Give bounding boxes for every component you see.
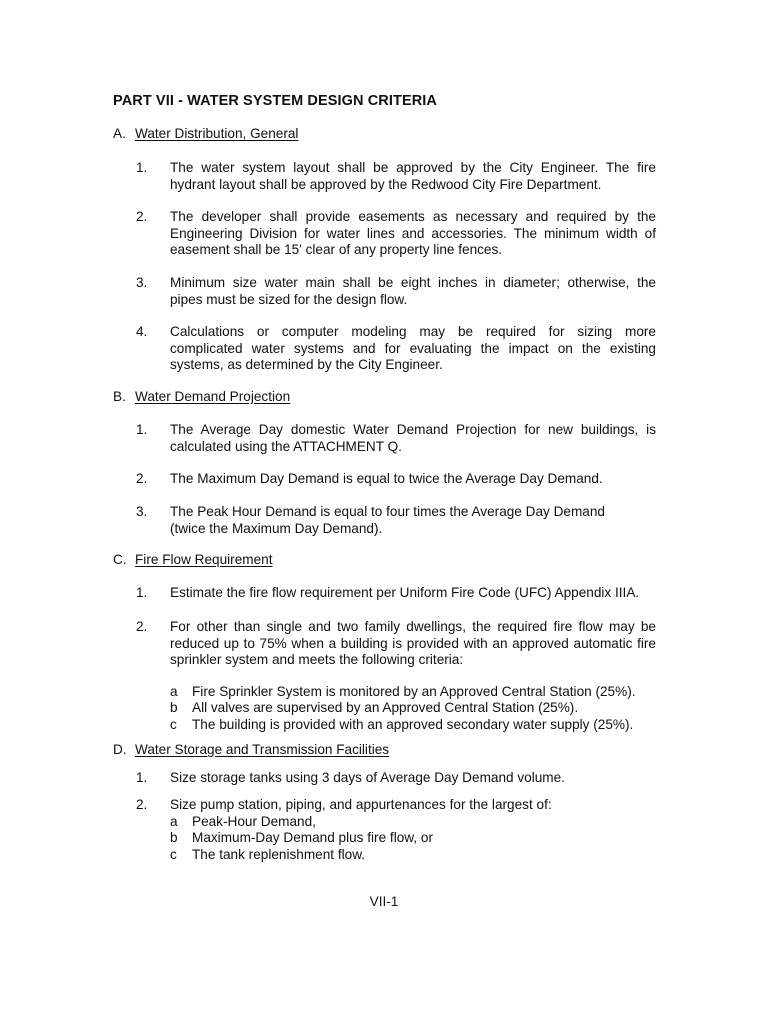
page-title: PART VII - WATER SYSTEM DESIGN CRITERIA <box>113 93 437 109</box>
section-title: Fire Flow Requirement <box>135 552 273 567</box>
list-item <box>136 209 656 259</box>
list-item <box>136 324 656 374</box>
text-line: Size storage tanks using 3 days of Average Day Demand volume. <box>170 770 565 785</box>
item-text <box>170 422 656 455</box>
item-text <box>170 504 656 537</box>
list-item <box>136 504 656 537</box>
item-number: 3. <box>136 504 148 519</box>
page-number: VII-1 <box>369 894 399 909</box>
sub-item-letter: b <box>170 830 178 845</box>
list-item <box>136 422 656 455</box>
item-text <box>170 585 656 602</box>
list-item <box>136 585 656 602</box>
text-line: The Peak Hour Demand is equal to four times the Average Day Demand <box>170 504 605 519</box>
text-line: The water system layout shall be approved by the City Engineer. The fire <box>170 160 656 175</box>
section-letter: C. <box>113 552 127 567</box>
text-line: Calculations or computer modeling may be required for sizing more <box>170 324 656 339</box>
list-item <box>136 797 656 814</box>
item-text <box>170 797 656 814</box>
text-line: complicated water systems and for evaluating the impact on the existing <box>170 340 656 356</box>
sub-list-item <box>170 847 365 864</box>
item-text <box>170 324 656 374</box>
text-line: calculated using the ATTACHMENT Q. <box>170 438 402 454</box>
sub-item-letter: a <box>170 684 178 699</box>
sub-item-text: The building is provided with an approved secondary water supply (25%). <box>192 717 634 732</box>
sub-item-text: The tank replenishment flow. <box>192 847 366 862</box>
item-number: 4. <box>136 324 148 339</box>
text-line: The Maximum Day Demand is equal to twice the Average Day Demand. <box>170 471 603 486</box>
sub-item-text: Fire Sprinkler System is monitored by an Approved Central Station (25%). <box>192 684 636 699</box>
item-number: 2. <box>136 209 148 224</box>
sub-item-letter: a <box>170 814 178 829</box>
item-number: 3. <box>136 275 148 290</box>
section-b-heading <box>113 389 290 406</box>
sub-list-item <box>170 684 636 701</box>
text-line: Estimate the fire flow requirement per Uniform Fire Code (UFC) Appendix IIIA. <box>170 585 640 600</box>
sub-item-letter: c <box>170 717 177 732</box>
text-line: Size pump station, piping, and appurtenances for the largest of: <box>170 797 552 812</box>
list-item <box>136 275 656 308</box>
section-a-heading <box>113 126 298 143</box>
list-item <box>136 619 656 669</box>
list-item <box>136 471 656 488</box>
section-title: Water Distribution, General <box>135 126 299 141</box>
item-number: 1. <box>136 770 148 785</box>
sub-item-letter: c <box>170 847 177 862</box>
sub-list-item <box>170 717 633 734</box>
text-line: Minimum size water main shall be eight inches in diameter; otherwise, the <box>170 275 656 290</box>
item-text <box>170 619 656 669</box>
text-line: systems, as determined by the City Engineer. <box>170 357 443 372</box>
text-line: (twice the Maximum Day Demand). <box>170 520 383 536</box>
text-line: hydrant layout shall be approved by the Redwood City Fire Department. <box>170 176 602 192</box>
section-d-heading <box>113 742 389 759</box>
sub-item-letter: b <box>170 700 178 715</box>
item-text <box>170 471 656 488</box>
text-line: pipes must be sized for the design flow. <box>170 291 408 307</box>
text-line: easement shall be 15' clear of any property line fences. <box>170 242 503 257</box>
sub-list-item <box>170 830 433 847</box>
text-line: Engineering Division for water lines and accessories. The minimum width of <box>170 225 656 241</box>
sub-item-text: Peak-Hour Demand, <box>192 814 316 829</box>
list-item <box>136 770 656 787</box>
list-item <box>136 160 656 193</box>
item-text <box>170 275 656 308</box>
item-number: 2. <box>136 471 148 486</box>
item-number: 1. <box>136 160 148 175</box>
item-text <box>170 160 656 193</box>
item-number: 1. <box>136 585 148 600</box>
item-text <box>170 770 656 787</box>
section-title: Water Demand Projection <box>135 389 291 404</box>
section-title: Water Storage and Transmission Facilities <box>135 742 390 757</box>
item-number: 2. <box>136 797 148 812</box>
item-number: 2. <box>136 619 148 634</box>
text-line: The Average Day domestic Water Demand Projection for new buildings, is <box>170 422 656 437</box>
section-letter: D. <box>113 742 127 757</box>
section-letter: B. <box>113 389 126 404</box>
text-line: reduced up to 75% when a building is provided with an approved automatic fire <box>170 635 656 651</box>
text-line: For other than single and two family dwellings, the required fire flow may be <box>170 619 656 634</box>
section-c-heading <box>113 552 273 569</box>
item-number: 1. <box>136 422 148 437</box>
text-line: sprinkler system and meets the following criteria: <box>170 652 464 667</box>
item-text <box>170 209 656 259</box>
sub-list-item <box>170 700 578 717</box>
text-line: The developer shall provide easements as necessary and required by the <box>170 209 656 224</box>
sub-item-text: All valves are supervised by an Approved Central Station (25%). <box>192 700 579 715</box>
sub-list-item <box>170 814 316 831</box>
sub-item-text: Maximum-Day Demand plus fire flow, or <box>192 830 433 845</box>
section-letter: A. <box>113 126 126 141</box>
